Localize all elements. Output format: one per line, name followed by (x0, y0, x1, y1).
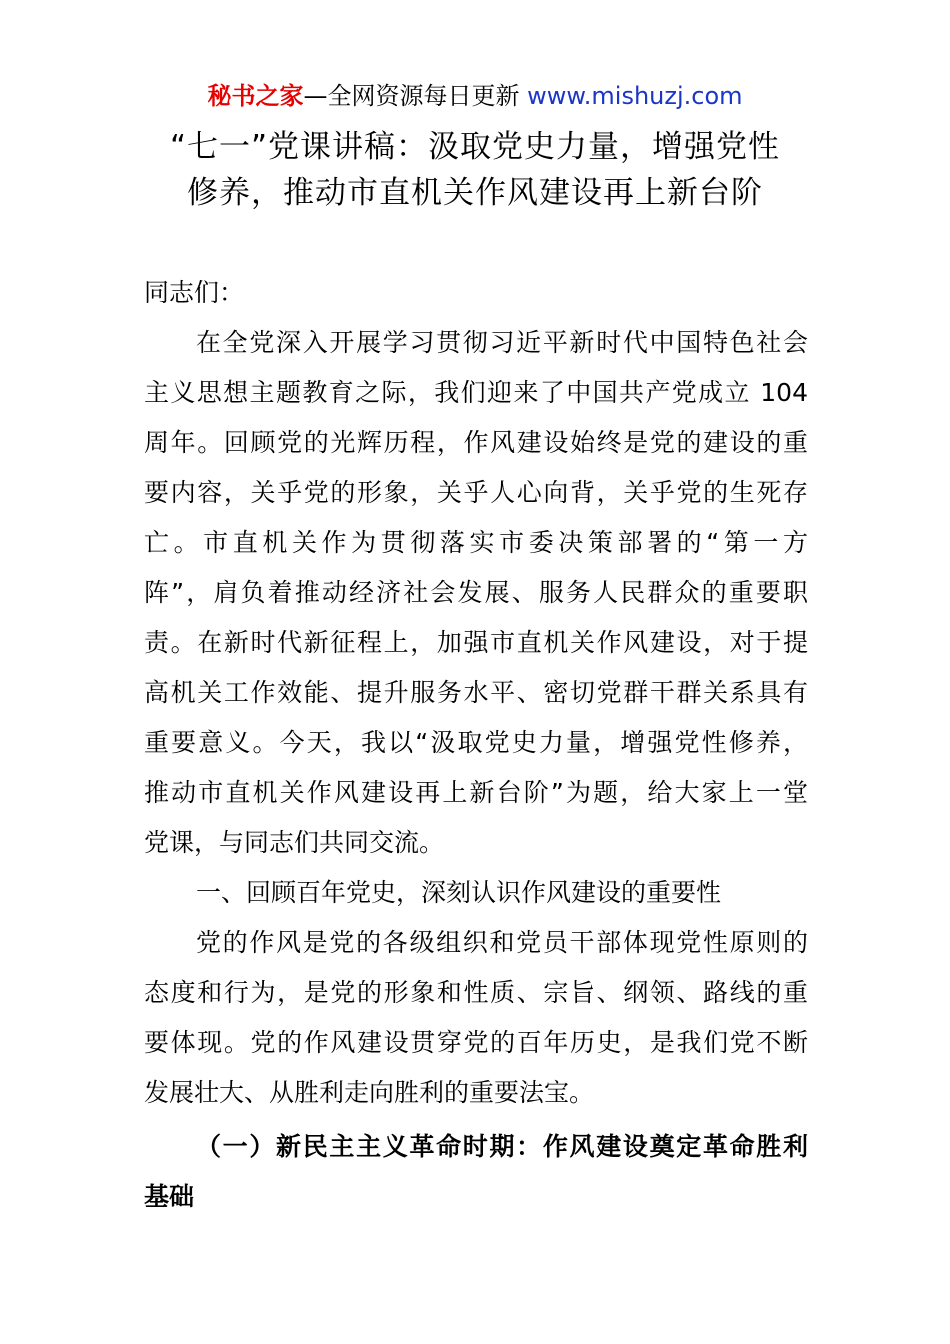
paragraph-line: 周年。回顾党的光辉历程，作风建设始终是党的建设的重 (144, 428, 808, 457)
title-line-2: 修养，推动市直机关作风建设再上新台阶 (187, 175, 763, 211)
paragraph-2 (144, 918, 808, 1118)
site-header (0, 80, 950, 112)
subheading-line: （一）新民主主义革命时期：作风建设奠定革命胜利 (196, 1132, 808, 1161)
paragraph-line: 态度和行为，是党的形象和性质、宗旨、纲领、路线的重 (144, 978, 808, 1007)
document-title (100, 124, 850, 216)
subsection-heading-1 (144, 1122, 808, 1222)
paragraph-line: 亡。市直机关作为贯彻落实市委决策部署的“第一方 (144, 528, 808, 557)
paragraph-line: 要内容，关乎党的形象，关乎人心向背，关乎党的生死存 (144, 478, 808, 507)
salutation: 同志们： (144, 278, 245, 307)
paragraph-line: 推动市直机关作风建设再上新台阶”为题，给大家上一堂 (144, 778, 808, 807)
paragraph-line: 党课，与同志们共同交流。 (144, 828, 445, 857)
paragraph-line: 党的作风是党的各级组织和党员干部体现党性原则的 (196, 928, 808, 957)
paragraph-line: 主义思想主题教育之际，我们迎来了中国共产党成立 104 (144, 378, 808, 407)
paragraph-line: 责。在新时代新征程上，加强市直机关作风建设，对于提 (144, 628, 808, 657)
title-line-1: “七一”党课讲稿：汲取党史力量，增强党性 (169, 129, 781, 165)
site-url-link[interactable]: www.mishuzj.com (527, 82, 743, 110)
subheading-line: 基础 (144, 1182, 195, 1211)
paragraph-line: 阵”，肩负着推动经济社会发展、服务人民群众的重要职 (144, 578, 808, 607)
paragraph-line: 重要意义。今天，我以“汲取党史力量，增强党性修养， (144, 728, 808, 757)
paragraph-1 (144, 318, 808, 868)
section-heading-1: 一、回顾百年党史，深刻认识作风建设的重要性 (196, 878, 722, 907)
paragraph-line: 高机关工作效能、提升服务水平、密切党群干群关系具有 (144, 678, 808, 707)
header-tagline: —全网资源每日更新 (303, 82, 528, 110)
paragraph-line: 在全党深入开展学习贯彻习近平新时代中国特色社会 (196, 328, 808, 357)
paragraph-line: 发展壮大、从胜利走向胜利的重要法宝。 (144, 1078, 595, 1107)
document-body (144, 268, 808, 1222)
paragraph-line: 要体现。党的作风建设贯穿党的百年历史，是我们党不断 (144, 1028, 808, 1057)
brand-name: 秘书之家 (207, 82, 304, 110)
